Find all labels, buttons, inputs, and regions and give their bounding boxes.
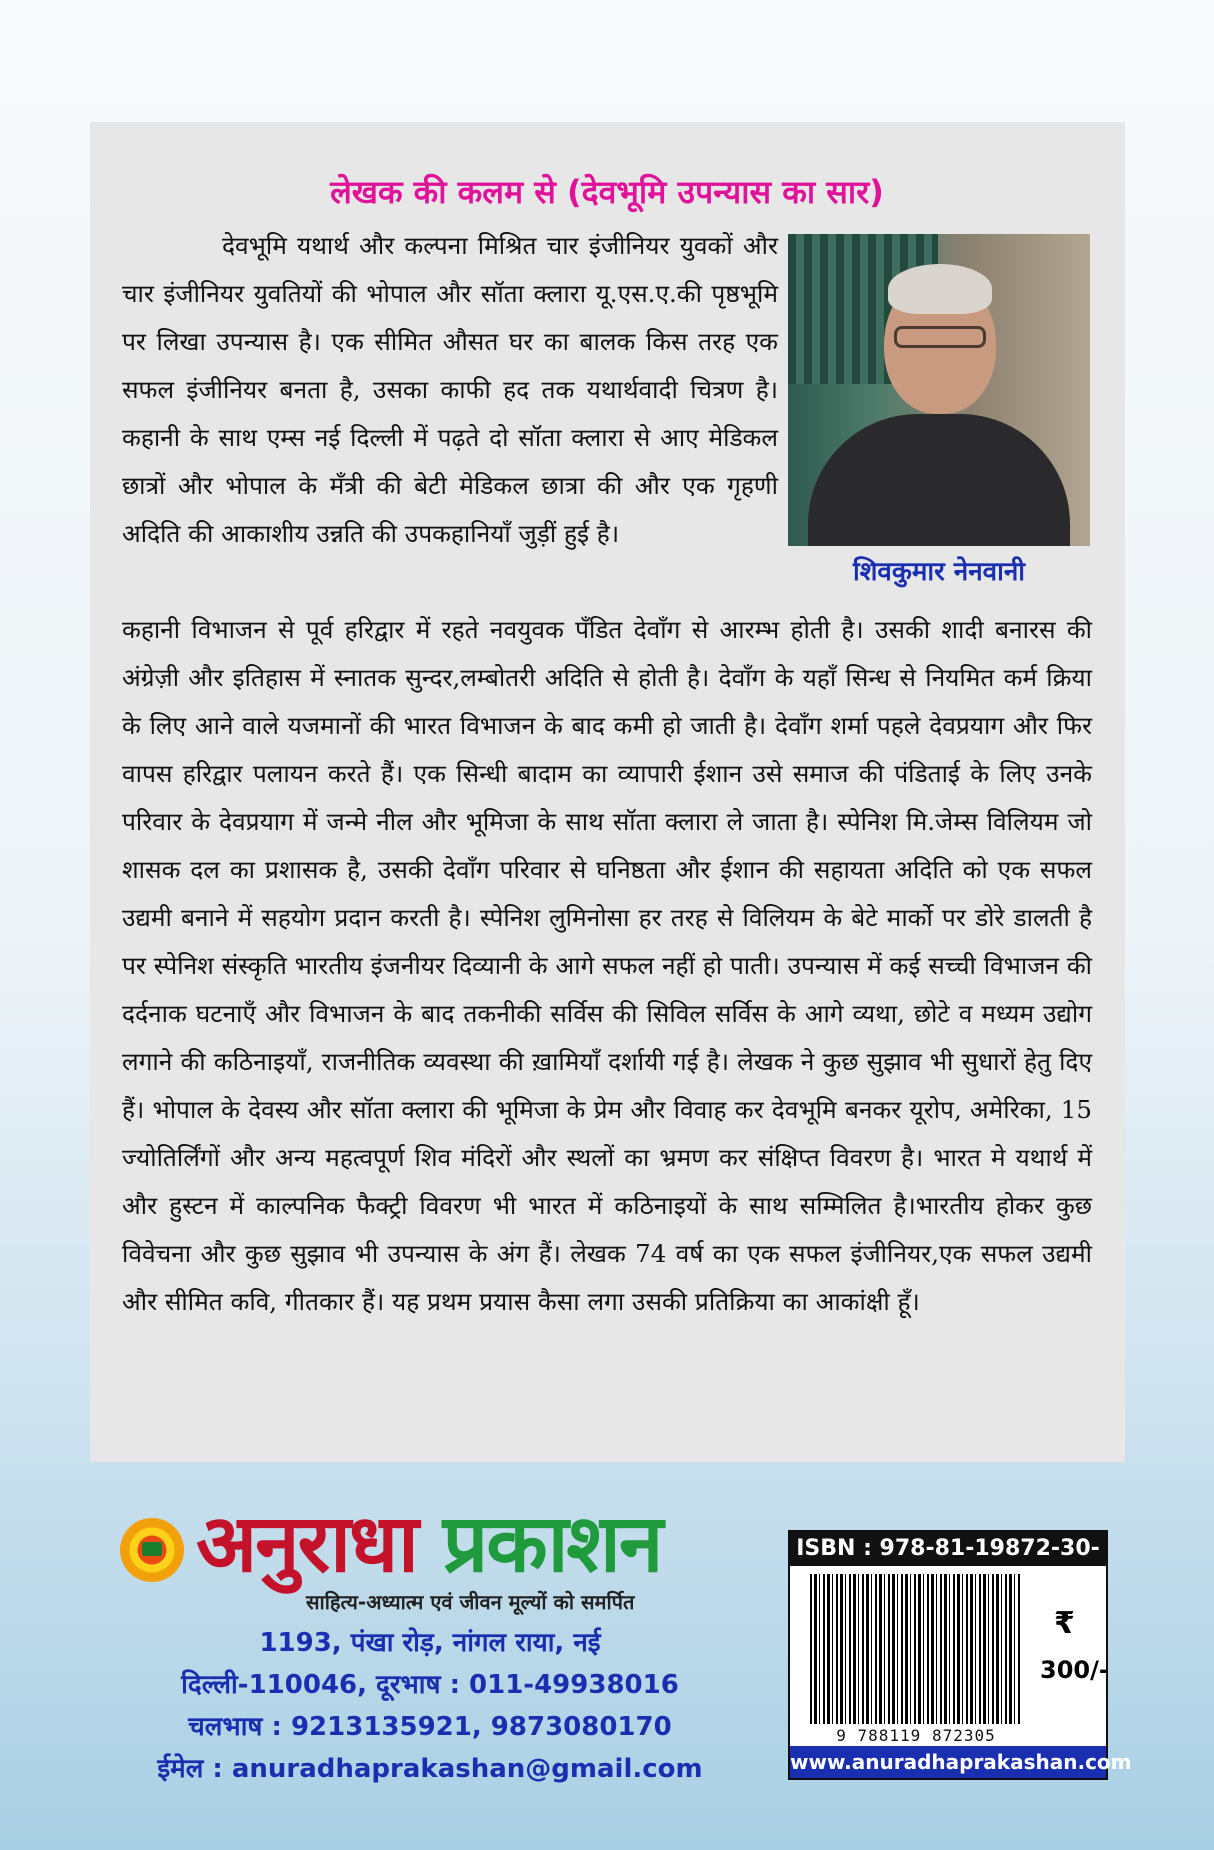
isbn-box <box>788 1530 1132 1780</box>
publisher-logo-icon <box>120 1518 184 1582</box>
main-paragraph: कहानी विभाजन से पूर्व हरिद्वार में रहते नवयुवक पँडित देवाँग से आरम्भ होती है। उसकी शादी बनारस की अंग्रेज़ी और इतिहास में स्नातक सुन्दर,लम्बोतरी अदिति से होती है। देवाँग के यहाँ सिन्ध से नियमित कर्म क्रिया के लिए आने वाले यजमानों की भारत विभाजन के बाद कमी हो जाती है। देवाँग शर्मा पहले देवप्रयाग और फिर वापस हरिद्वार पलायन करते हैं। एक सिन्धी बादाम का व्यापारी ईशान उसे समाज की पंडिताई के लिए उनके परिवार के देवप्रयाग में जन्मे नील और भूमिजा के साथ सॉता क्लारा ले जाता है। स्पेनिश मि.जेम्स विलियम जो शासक दल का प्रशासक है, उसकी देवाँग परिवार से घनिष्ठता और ईशान की सहायता अदिति को एक सफल उद्यमी बनाने में सहयोग प्रदान करती है। स्पेनिश लुमिनोसा हर तरह से विलियम के बेटे मार्को पर डोरे डालती है पर स्पेनिश संस्कृति भारतीय इंजनीयर दिव्यानी के आगे सफल नहीं हो पाती। उपन्यास में कई सच्ची विभाजन की दर्दनाक घटनाएँ और विभाजन के बाद तकनीकी सर्विस की सिविल सर्विस के आगे व्यथा, छोटे व मध्यम उद्योग लगाने की कठिनाइयाँ, राजनीतिक व्यवस्था की ख़ामियाँ दर्शायी गई है। लेखक ने कुछ सुझाव भी सुधारों हेतु दिए हैं। भोपाल के देवस्य और सॉता क्लारा की भूमिजा के प्रेम और विवाह कर देवभूमि बनकर यूरोप, अमेरिका, 15 ज्योतिर्लिंगों और अन्य महत्वपूर्ण शिव मंदिरों और स्थलों का भ्रमण कर संक्षिप्त विवरण है। भारत मे यथार्थ में और हुस्टन में काल्पनिक फैक्ट्री विवरण भी भारत में कठिनाइयों के साथ सम्मिलित है।भारतीय होकर कुछ विवेचना और कुछ सुझाव भी उपन्यास के अंग हैं। लेखक 74 वर्ष का एक सफल इंजीनियर,एक सफल उद्यमी और सीमित कवि, गीतकार हैं। यह प्रथम प्रयास कैसा लगा उसकी प्रतिक्रिया का आकांक्षी हूँ। <box>122 615 1092 1316</box>
publisher-website: www.anuradhaprakashan.com <box>790 1746 1106 1778</box>
address-line: दिल्ली-110046, दूरभाष : 011-49938016 <box>181 1670 679 1700</box>
barcode-number: 9 788119 872305 <box>836 1726 996 1745</box>
price: 300/- <box>1040 1656 1109 1684</box>
intro-paragraph <box>122 222 778 558</box>
publisher-name <box>196 1496 661 1592</box>
address-line: 1193, पंखा रोड़, नांगल राया, नई <box>259 1628 601 1658</box>
mobile-line: चलभाष : 9213135921, 9873080170 <box>188 1712 672 1742</box>
publisher-tagline: साहित्य-अध्यात्म एवं जीवन मूल्यों को समर्पित <box>306 1590 635 1614</box>
publisher-address <box>130 1622 730 1790</box>
email-line: ईमेल : anuradhaprakashan@gmail.com <box>157 1754 703 1784</box>
barcode-icon <box>810 1574 1022 1724</box>
publisher-name-part1: अनुराधा <box>196 1497 417 1590</box>
publisher-name-part2: प्रकाशन <box>442 1497 662 1590</box>
page-title: लेखक की कलम से (देवभूमि उपन्यास का सार) <box>330 173 884 211</box>
rupee-symbol: ₹ <box>1054 1606 1075 1641</box>
isbn-label: ISBN : 978-81-19872-30- <box>790 1532 1106 1566</box>
author-photo <box>788 234 1090 546</box>
intro-paragraph-text: देवभूमि यथार्थ और कल्पना मिश्रित चार इंजीनियर युवकों और चार इंजीनियर युवतियों की भोपाल और सॉता क्लारा यू.एस.ए.की पृष्ठभूमि पर लिखा उपन्यास है। एक सीमित औसत घर का बालक किस तरह एक सफल इंजीनियर बनता है, उसका काफी हद तक यथार्थवादी चित्रण है। कहानी के साथ एम्स नई दिल्ली में पढ़ते दो सॉता क्लारा से आए मेडिकल छात्रों और भोपाल के मँत्री की बेटी मेडिकल छात्रा की और एक गृहणी अदिति की आकाशीय उन्नति की उपकहानियाँ जुड़ीं हुई है। <box>122 231 778 548</box>
author-caption: शिवकुमार नेनवानी <box>852 557 1026 587</box>
